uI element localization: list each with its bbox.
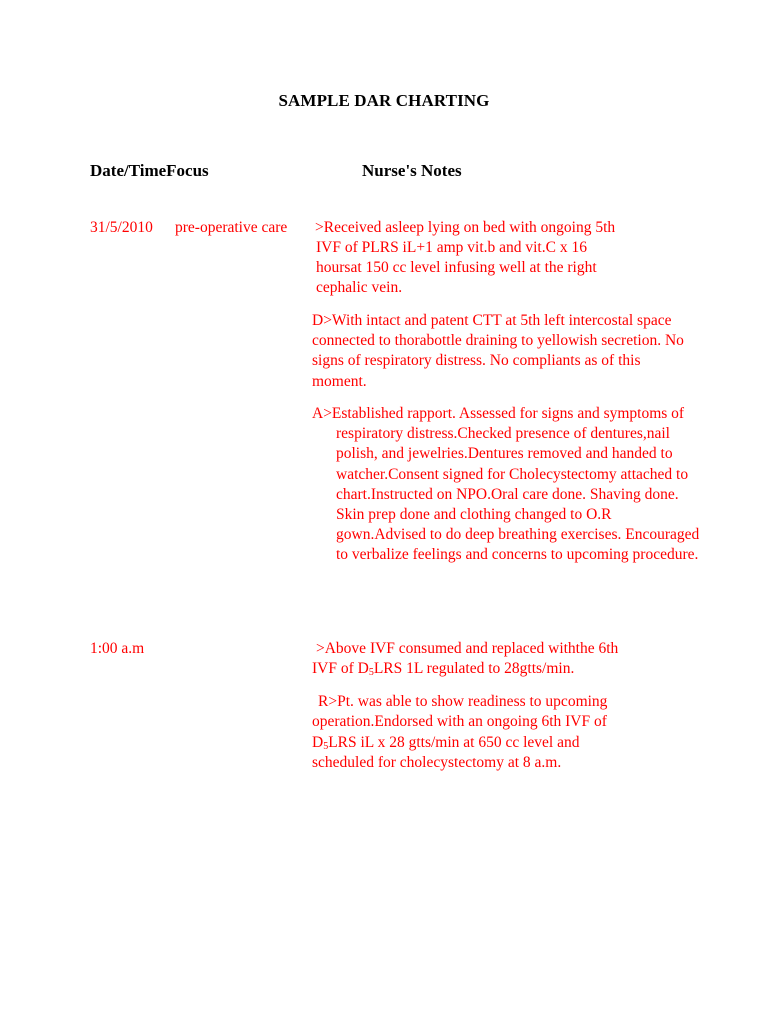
response-note-line: $D_5LRS$ iL x 28 gtts/min at 650 cc level and — [312, 734, 580, 752]
note-ivf-line: IVF of $D_5LRS$ 1L regulated to 28gtts/min. — [312, 660, 575, 678]
response-note-line: operation.Endorsed with an ongoing 6th IVF of — [312, 713, 607, 730]
entry-time: 1:00 a.m — [90, 640, 145, 657]
entry-date: 31/5/2010 — [90, 219, 153, 236]
response-note-line: R>Pt. was able to show readiness to upcoming — [318, 693, 608, 710]
action-note: A>Established rapport. Assessed for signs and symptoms of respiratory distress.Checked presence of dentures,nail polish, and jewelries.Dentures removed and handed to watcher.Consent signed for Cholecystectomy attached to chart.Instructed on NPO.Oral care done. Shaving done. Skin prep done and clothing changed to O.R gown.Advised to do deep breathing exercises. Encouraged to verbalize feelings and concerns to upcoming procedure. — [312, 405, 700, 564]
page-title: SAMPLE DAR CHARTING — [278, 91, 490, 110]
note-received-line: cephalic vein. — [316, 279, 403, 296]
note-ivf-line: >Above IVF consumed and replaced withthe 6th — [316, 640, 619, 657]
nurses-notes-header: Nurse's Notes — [362, 161, 462, 180]
date-time-focus-header: Date/TimeFocus — [90, 161, 209, 180]
note-received-line: hoursat 150 cc level infusing well at the right — [316, 259, 597, 276]
data-note: D>With intact and patent CTT at 5th left intercostal space connected to thorabottle draining to yellowish secretion. No signs of respiratory distress. No compliants as of this moment. — [312, 312, 684, 390]
note-received-lead: >Received asleep lying on bed with ongoing 5th — [315, 219, 616, 236]
response-note-line: scheduled for cholecystectomy at 8 a.m. — [312, 754, 562, 771]
note-received-line: IVF of PLRS iL+1 amp vit.b and vit.C x 16 — [316, 239, 587, 256]
entry-focus: pre-operative care — [175, 219, 288, 236]
